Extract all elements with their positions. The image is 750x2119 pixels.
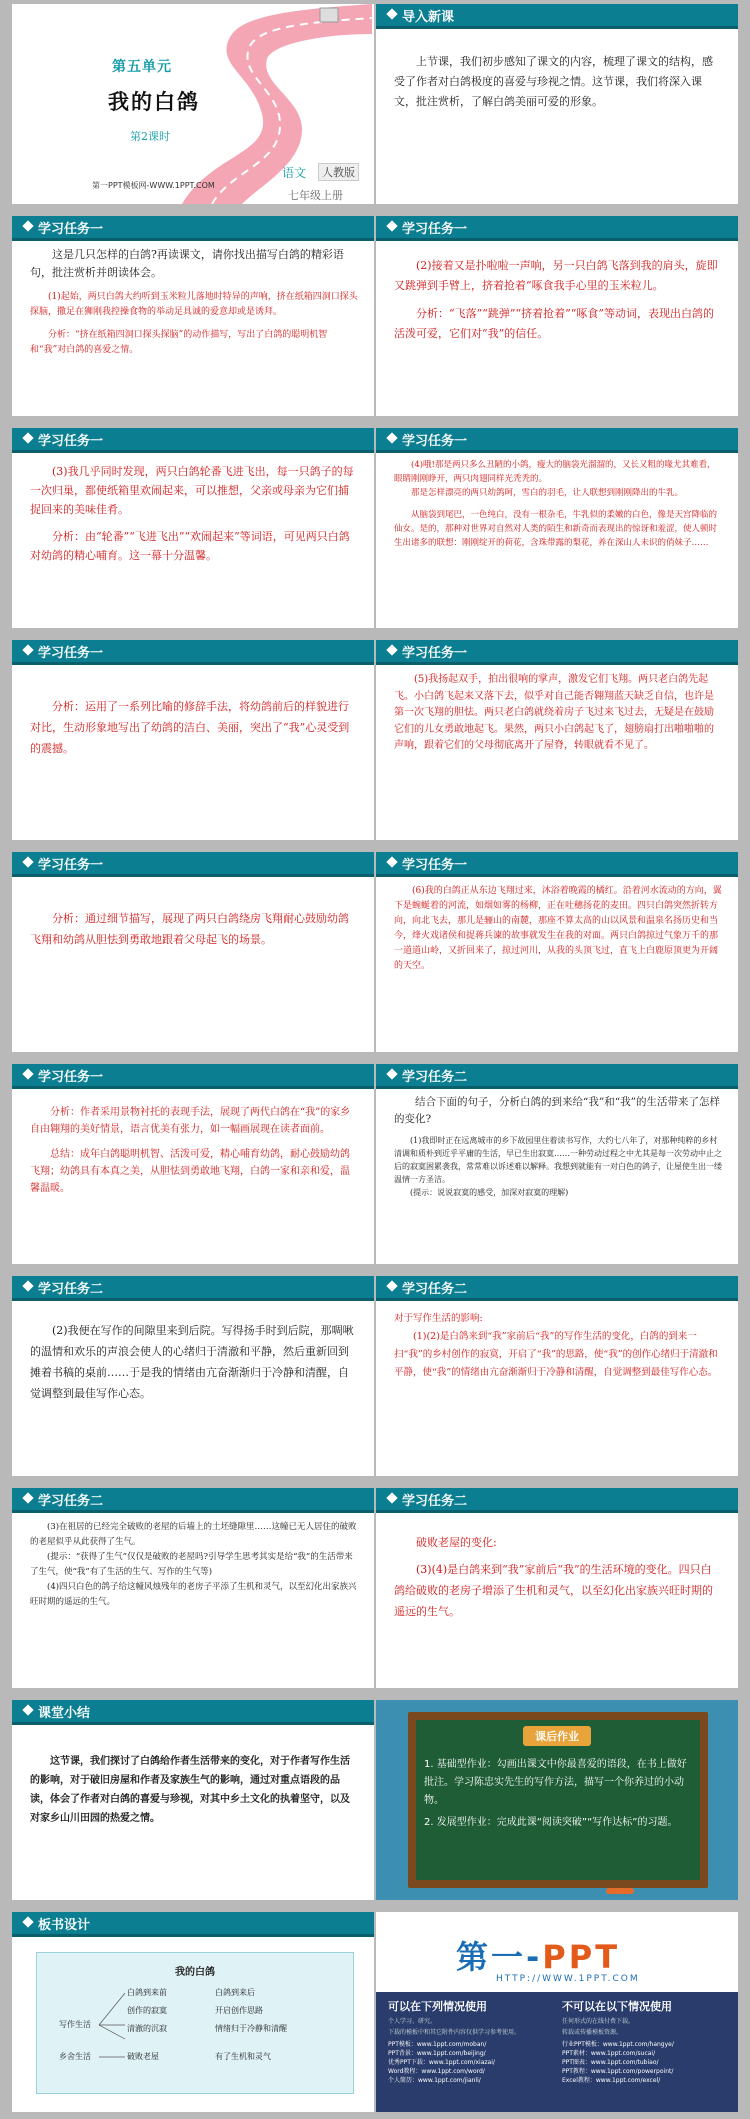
sub-heading: 破败老屋的变化: [416,1536,497,1549]
quote-text: (2)我便在写作的间隙里来到后院。写得扬手时到后院，那啁啾的温情和欢乐的声浪会使人的心绪归于清澈和平静，然后重新回到摊着书稿的桌前……于是我的情绪由亢奋渐渐归于冷静和清醒，自觉调整到最佳写作心态。 [30,1324,354,1400]
analysis-text: 分析：运用了一系列比喻的修辞手法，将幼鸽前后的样貌进行对比，生动形象地写出了幼鸽的洁白、美丽，突出了“我”心灵受到的震撼。 [30,700,350,755]
slide-header [12,1912,374,1937]
slide-header [376,1064,738,1089]
quote-text: (2)接着又是扑啦啦一声响，另一只白鸽飞落到我的肩头，旋即又跳弹到手臂上，挤着抢着“啄食我手心里的玉米粒儿。 [394,259,718,292]
task1-slide-2 [376,216,738,416]
task2-slide-1 [376,1064,738,1264]
diamond-icon [386,644,397,655]
homework-item-1: 1. 基础型作业：勾画出课文中你最喜爱的语段，在书上做好批注。学习陈忠实先生的写作方法，描写一个你养过的小动物。 [424,1759,687,1806]
board-design-box [36,1952,354,2094]
analysis-text: (1)(2)是白鸽来到“我”家前后“我”的写作生活的变化，白鸽的到来一扫“我”的乡村创作的寂寞，开启了“我”的思路，使“我”的创作心绪归于清澈和平静，使“我”的情绪由亢奋渐渐归于冷静和清醒，自觉调整到最佳写作心态。 [394,1331,718,1378]
slide-header [376,852,738,877]
subject-label: 语文 [282,166,307,180]
diamond-icon [22,1704,33,1715]
slide-heading: 学习任务二 [38,1282,104,1297]
site-label: 第一PPT模板网-WWW.1PPT.COM [92,181,215,190]
diamond-icon [386,1068,397,1079]
slide-heading: 课堂小结 [38,1706,91,1721]
sub-heading: 对于写作生活的影响: [394,1313,483,1324]
task1-slide-3 [12,428,374,628]
analysis-text: 分析：作者采用景物衬托的表现手法，展现了两代白鸽在“我”的家乡自由翱翔的美好情景，语言优美有张力，如一幅画展现在读者面前。 [30,1107,351,1135]
slide-header [12,1488,374,1513]
diamond-icon [386,1492,397,1503]
quote-text: (1)起始，两只白鸽大约听到玉米粒儿落地时特异的声响，挤在纸箱四洞口探头探脑，撒足在狮刚我控操食物的举动足具诚的爱意却或是诱拜。 [30,292,358,317]
design-title: 我的白鸽 [175,1967,215,1978]
homework-tag: 课后作业 [523,1726,591,1746]
slide-header [376,1488,738,1513]
board-design-slide [12,1912,374,2112]
intro-text: 上节课，我们初步感知了课文的内容，梳理了课文的结构，感受了作者对白鸽极度的喜爱与珍视之情。这节课，我们将深入课文，批注赏析，了解白鸽美丽可爱的形象。 [394,55,713,108]
slide-heading: 板书设计 [38,1918,91,1933]
design-cell: 清澈的沉寂 [127,2024,167,2033]
slide-header [376,4,738,29]
quote-text: (5)我扬起双手，拍出很响的掌声，激发它们飞翔。两只老白鸽先起飞。小白鸽飞起来又落下去，似乎对自己能否翱翔蓝天缺乏自信，也许是第一次飞翔的胆怯。两只老白鸽就绕着房子飞过来飞过去，无疑是在鼓励它们的儿女勇敢地起飞。果然，两只小白鸽起飞了，翅膀扇打出啪啪啪的声响，跟着它们的父母彻底离开了屋脊，转眼就看不见了。 [394,674,714,751]
question-text: 这是几只怎样的白鸽?再读课文，请你找出描写白鸽的精彩语句，批注赏析并朗读体会。 [30,248,344,279]
diamond-icon [22,432,33,443]
slide-heading: 学习任务一 [402,646,468,661]
slide-heading: 学习任务二 [38,1494,104,1509]
hint-text: (提示：“获得了生气”仅仅是破败的老屋吗?引导学生思考其实是给“我”的生活带来了生气，使“我”有了生活的生气、写作的生气等) [30,1552,353,1577]
slide-heading: 学习任务一 [38,222,104,237]
design-label: 乡舍生活 [59,2052,91,2061]
slide-header [376,428,738,453]
design-cell: 创作的寂寞 [127,2006,167,2015]
summary-text: 这节课，我们探讨了白鸽给作者生活带来的变化，对于作者写作生活的影响，对于破旧房屋和作者及家族生气的影响，通过对重点语段的品读，体会了作者对白鸽的喜爱与珍视，对其中乡土文化的执着坚守，以及对家乡山川田园的热爱之情。 [30,1756,350,1824]
slide-heading: 学习任务二 [402,1070,468,1085]
brand-logo: 第一-PPT [456,1938,621,1976]
summary-text: 总结：成年白鸽聪明机智、活泼可爱，精心哺育幼鸽，耐心鼓励幼鸽飞翔；幼鸽具有本真之美，从胆怯到勇敢地飞翔，白鸽一家和亲和爱，温馨温暖。 [30,1149,350,1194]
analysis-text: 分析：“飞落”“跳弹”“挤着抢着”“啄食”等动词，表现出白鸽的活泼可爱，它们对“我”的信任。 [394,307,714,340]
analysis-text: 分析：由“轮番”“飞进飞出”“欢闹起来”等词语，可见两只白鸽对幼鸽的精心哺育。这一幕十分温馨。 [30,530,350,562]
task1-slide-6 [376,640,738,840]
diamond-icon [22,220,33,231]
diamond-icon [386,8,397,19]
slide-header [376,640,738,665]
diamond-icon [22,856,33,867]
grade-label: 七年级上册 [288,189,343,202]
allowed-heading: 可以在下列情况使用 [388,2000,487,2013]
quote-text-3: 从脑袋到尾巴，一色纯白，没有一根杂毛，牛乳似的柔嫩的白色，像是天宫降临的仙女。是的，那种对世界对自然对人类的陌生和新奇而表现出的惊讶和羞涩，使人顿时生出诸多的联想：刚刚绽开的荷花，含珠带露的梨花，养在深山人未识的俏妹子…… [394,510,718,548]
forbidden-heading: 不可以在以下情况使用 [562,2000,672,2013]
task2-slide-2 [12,1276,374,1476]
diamond-icon [386,856,397,867]
allowed-column [388,1998,558,2085]
slide-header [12,216,374,241]
slide-heading: 学习任务一 [38,858,104,873]
allowed-note: 个人学习、研究。 [388,2018,437,2025]
task1-slide-4 [376,428,738,628]
lesson-label: 第2课时 [130,130,170,143]
task1-slide-5 [12,640,374,840]
task1-slide-8 [376,852,738,1052]
forbidden-links[interactable]: 行业PPT模板：www.1ppt.com/hangye/ PPT素材：www.1ppt.com/sucai/ PPT图表：www.1ppt.com/tubiao/ PPT教程：www.1ppt.com/powerpoint/ Excel教程：www.1ppt.com/excel/ [562,2041,674,2084]
brand-url[interactable]: HTTP://WWW.1PPT.COM [496,1974,640,1984]
hint-text: (提示：说说寂寞的感受，加深对寂寞的理解) [410,1188,569,1197]
quote-text: (3)我几乎同时发现，两只白鸽轮番飞进飞出，每一只鸽子的每一次归巢，都使纸箱里欢闹起来，可以推想，父亲或母亲为它们捕捉回来的美味佳肴。 [30,465,354,516]
chalk-icon [606,1888,634,1894]
quote-text: (3)在祖居的已经完全破败的老屋的后墙上的土坯缝隙里……这幢已无人居住的破败的老屋似乎从此获得了生气。 [30,1522,357,1547]
slide-heading: 学习任务一 [402,858,468,873]
diamond-icon [386,220,397,231]
slide-header [12,640,374,665]
analysis-text: (3)(4)是白鸽来到“我”家前后“我”的生活环境的变化。四只白鸽给破败的老房子增添了生机和灵气，以至幻化出家族兴旺时期的遥远的生气。 [394,1563,713,1618]
slide-heading: 学习任务一 [402,434,468,449]
slide-heading: 导入新课 [402,10,455,25]
publisher-badge: 人教版 [318,163,359,181]
slide-header [376,1276,738,1301]
diamond-icon [22,1280,33,1291]
task1-slide-7 [12,852,374,1052]
title-slide [12,4,374,204]
slide-heading: 学习任务一 [38,434,104,449]
task1-slide-9 [12,1064,374,1264]
diamond-icon [22,644,33,655]
task2-slide-5 [376,1488,738,1688]
design-cell: 破败老屋 [127,2052,159,2061]
diamond-icon [386,1280,397,1291]
quote-text-2: 那是怎样漂亮的两只幼鸽呵，雪白的羽毛，让人联想到刚刚降出的牛乳。 [411,488,684,498]
slide-header [12,1700,374,1725]
blackboard [408,1712,708,1888]
allowed-links[interactable]: PPT模板：www.1ppt.com/moban/ PPT背景：www.1ppt.com/beijing/ 优秀PPT下载：www.1ppt.com/xiazai/ Word教程：www.1ppt.com/word/ 个人简历：www.1ppt.com/jianli/ [388,2041,495,2084]
quote-text: (6)我的白鸽正从东边飞翔过来，沐浴着晚霞的橘红。沿着河水流动的方向，翼下是蜿蜒着的河流，如烟如雾的杨柳，正在吐穗扬花的麦田。四只白鸽突然折转方向，向北飞去，那儿是骊山的南麓，那座不算太高的山以风景和温泉名扬历史和当今，烽火戏诸侯和捉蒋兵谏的故事就发生在我的对面。两只白鸽掠过气象万千的那一道道山岭，又折回来了，掠过河川，从我的头顶飞过，直飞上白鹿原顶更为开阔的天空。 [394,886,722,971]
diamond-icon [386,432,397,443]
page-title: 我的白鸽 [108,89,200,114]
slide-heading: 学习任务一 [402,222,468,237]
forbidden-note: 任何形式的在线付费下载。 [562,2018,635,2025]
allowed-note-2: 下载的模板中和其它附件内容仅供学习参考使用。 [388,2029,521,2036]
design-cell: 开启创作思路 [215,2006,263,2015]
analysis-text: 分析：“挤在纸箱四洞口探头探脑”的动作描写，写出了白鸽的聪明机智和“我”对白鸽的喜爱之情。 [30,330,328,355]
design-cell: 白鸽到来前 [127,1988,167,1997]
slide-header [12,1276,374,1301]
task2-slide-3 [376,1276,738,1476]
slide-heading: 学习任务一 [38,1070,104,1085]
ad-slide [376,1912,738,2112]
design-cell: 有了生机和灵气 [215,2052,271,2061]
slide-header [12,1064,374,1089]
quote-text: (4)哦!那是两只多么丑陋的小鸽，瘦大的脑袋光溜溜的，又长又粗的喙尤其难看，眼睛刚刚睁开，两只肉翅同样光秃秃的。 [394,460,716,484]
slide-header [376,216,738,241]
diamond-icon [22,1068,33,1079]
usage-panel [376,1992,738,2112]
design-label: 写作生活 [59,2020,91,2029]
slide-heading: 学习任务二 [402,1494,468,1509]
unit-label: 第五单元 [112,59,172,75]
analysis-text: 分析：通过细节描写，展现了两只白鸽绕房飞翔耐心鼓励幼鸽飞翔和幼鸽从胆怯到勇敢地跟着父母起飞的场景。 [30,912,349,946]
slide-header [12,852,374,877]
question-text: 结合下面的句子，分析白鸽的到来给“我”和“我”的生活带来了怎样的变化? [394,1096,720,1125]
intro-slide [376,4,738,204]
slide-heading: 学习任务二 [402,1282,468,1297]
diamond-icon [22,1492,33,1503]
slide-heading: 学习任务一 [38,646,104,661]
slide-header [12,428,374,453]
homework-slide [376,1700,738,1900]
design-cell: 白鸽到来后 [215,1988,255,1997]
task2-slide-4 [12,1488,374,1688]
summary-slide [12,1700,374,1900]
task1-slide-1 [12,216,374,416]
diamond-icon [22,1916,33,1927]
design-cell: 情绪归于冷静和清醒 [215,2024,287,2033]
homework-item-2: 2. 发展型作业：完成此课“阅读突破”“写作达标”的习题。 [424,1817,678,1828]
quote-text: (1)我即时正在远离城市的乡下故园里住着读书写作，大约七八年了，对那种纯粹的乡村清调和质朴到近乎平庸的生活，早已生出寂寞……一种劳动过程之中尤其是每一次劳动中止之后的寂寞困累袭我，常常难以诉述难以解释。我想到就能有一对白色的鸽子，让屋使生出一缕温情一方圣洁。 [394,1136,722,1184]
forbidden-column [562,1998,732,2085]
quote-text-2: (4)四只白色的鸽子给这幢风烛残年的老房子平添了生机和灵气，以至幻化出家族兴旺时期的遥远的生气。 [30,1582,357,1607]
forbidden-note-2: 转载或传播模板资源。 [562,2029,623,2036]
